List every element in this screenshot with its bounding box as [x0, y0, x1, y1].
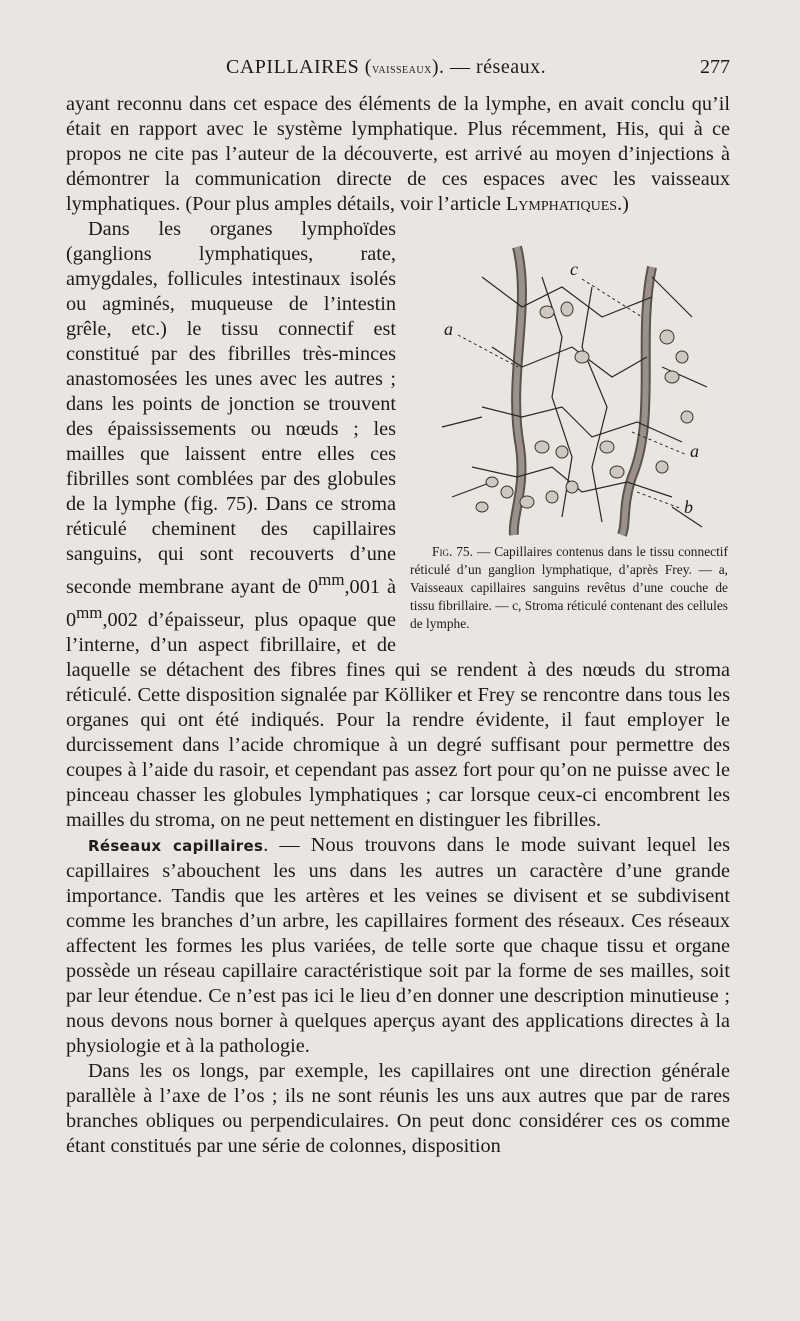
- figure-label-c: c: [570, 259, 578, 279]
- paragraph: Réseaux capillaires. — Nous trouvons dans le mode suivant lequel les capillaires s’abouchent les uns dans les autres un caractère d’une grande importance. Tandis que les artères et les veines se divisent et se subdivisent comme les branches d’un arbre, les capillaires forment des réseaux. Ces réseaux affectent les formes les plus variées, de telle sorte que chaque tissu et organe possède un réseau capillaire caractéristique soit par la forme de ses mailles, soit par leur étendue. Ce n’est pas ici le lieu d’en donner une description minutieuse ; nous devons nous borner à quelques aperçus ayant des applications directes à la physiologie et à la pathologie.: [66, 833, 730, 1057]
- figure-label-a-left: a: [444, 319, 453, 339]
- page-number: 277: [700, 56, 730, 78]
- paragraph: Dans les os longs, par exemple, les capillaires ont une direction générale parallèle à l’axe de l’os ; ils ne sont réunis les uns aux autres que par de rares branches obliques ou perpendiculaires. On peut donc considérer ces os comme étant constitués par une série de colonnes, disposition: [66, 1059, 730, 1157]
- paragraph: c a a b Fig. 75. — Capillaires contenus dans le tissu connectif réticulé d’un ganglion lymphatique, d’après Frey. — a, Vaisseaux capillaires sanguins revêtus d’une couche de tissu fibrillaire. — c, Stroma réticulé contenant des cellules de lymphe. Dans les organes lymphoïdes (ganglions lymphatiques, rate, amygdales, follicules intestinaux isolés ou agminés, muqueuse de l’intestin grêle, etc.) le tissu connectif est constitué par des fibrilles très-minces anastomosées les unes avec les autres ; dans les points de jonction se trouvent des épaississements ou nœuds ; les mailles que laissent entre elles ces fibrilles sont comblées par des globules de la lymphe (fig. 75). Dans ce stroma réticulé cheminent des capillaires sanguins, qui sont recouverts d’une seconde membrane ayant de $0^{mm},001$ à $0^{mm},002$ d’épaisseur, plus opaque que l’interne, d’un aspect fibrillaire, et de laquelle se détachent des fibres fines qui se rendent à des nœuds du stroma réticulé. Cette disposition signalée par Kölliker et Frey se rencontre dans tous les organes qui ont été indiqués. Pour la rendre évidente, il faut employer le durcissement dans l’acide chromique à un degré suffisant pour permettre des coupes à l’aide du rasoir, et cependant pas assez fort pour qu’on ne puisse avec le pinceau chasser les globules lymphatiques ; car lorsque ceux-ci encombrent les mailles du stroma, on ne peut nettement en distinguer les fibrilles.: [66, 218, 730, 831]
- paragraph: ayant reconnu dans cet espace des éléments de la lymphe, en avait conclu qu’il était en rapport avec le système lymphatique. Plus récemment, His, qui à ce propos ne cite pas l’auteur de la découverte, est arrivé au moyen d’injections à démontrer la communication directe de ces espaces avec les vaisseaux lymphatiques. (Pour plus amples détails, voir l’article Lymphatiques.): [66, 93, 730, 215]
- running-title: CAPILLAIRES (vaisseaux). — réseaux.: [226, 56, 547, 78]
- figure-caption: Fig. 75. — Capillaires contenus dans le tissu connectif réticulé d’un ganglion lymphatique, d’après Frey. — a, Vaisseaux capillaires sanguins revêtus d’une couche de tissu fibrillaire. — c, Stroma réticulé contenant des cellules de lymphe.: [410, 544, 728, 631]
- section-runin-heading: Réseaux capillaires: [88, 836, 264, 855]
- figure-75: [410, 217, 730, 641]
- running-header: [66, 56, 730, 84]
- figure-label-b: b: [684, 497, 693, 517]
- figure-label-a-right: a: [690, 441, 699, 461]
- body-text: [66, 92, 730, 1159]
- capillary-illustration: [422, 217, 722, 537]
